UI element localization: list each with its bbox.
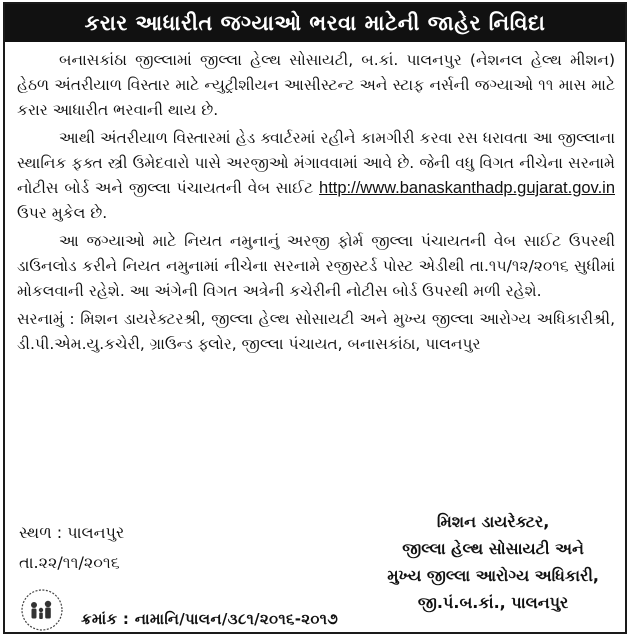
place-date-block [19, 518, 124, 578]
date-label: તા.૨૨/૧૧/૨૦૧૬ [19, 553, 120, 572]
paragraph-application-text: આ જગ્યાઓ માટે નિયત નમુનાનું અરજી ફોર્મ જીલ્લા પંચાયતની વેબ સાઈટ ઉપરથી ડાઉનલોડ કરીને નિયત નમુનામાં નીચેના સરનામે રજીસ્ટર્ડ પોસ્ટ એડીથી તા.૧૫/૧૨/૨૦૧૬ સુધીમાં મોકલવાની રહેશે. આ અંગેની વિગત અત્રેની કચેરીની નોટીસ બોર્ડ ઉપરથી મળી રહેશે. [17, 232, 615, 300]
notice-footer [5, 502, 625, 634]
notice-title: કરાર આધારીત જગ્યાઓ ભરવા માટેની જાહેર નિવિદા [5, 4, 625, 42]
signature-line: જી.પં.બ.કાં., પાલનપુર [417, 593, 569, 612]
signature-block [387, 508, 599, 616]
paragraph-eligibility-tail: ઉપર મુકેલ છે. [17, 204, 108, 222]
signature-line: મિશન ડાયરેક્ટર, [436, 512, 550, 531]
address-block [17, 307, 615, 357]
paragraph-intro-text: બનાસકાંઠા જીલ્લામાં જીલ્લા હેલ્થ સોસાયટી, બ.કાં. પાલનપુર (નેશનલ હેલ્થ મીશન) હેઠળ અંતરીયાળ વિસ્તાર માટે ન્યુટ્રીશીયન આસીસ્ટન્ટ અને સ્ટાફ નર્સની જગ્યાઓ ૧૧ માસ માટે કરાર આધારીત ભરવાની થાય છે. [17, 51, 615, 119]
paragraph-eligibility-text: આથી અંતરીયાળ વિસ્તારમાં હેડ ક્વાર્ટરમાં રહીને કામગીરી કરવા રસ ધરાવતા આ જીલ્લાના સ્થાનિક ફક્ત સ્ત્રી ઉમેદવારો પાસે અરજીઓ મંગાવવામાં આવે છે. જેની વધુ વિગત નીચેના સરનામે નોટીસ બોર્ડ અને જીલ્લા પંચાયતની વેબ સાઈટ [17, 129, 615, 197]
website-link[interactable]: http://www.banaskanthadp.gujarat.gov.in [319, 179, 615, 197]
paragraph-intro [17, 48, 615, 123]
reference-number: ક્રમાંક : નામાનિ/પાલન/૩૮૧/૨૦૧૬-૨૦૧૭ [81, 610, 339, 628]
address-text: સરનામું : મિશન ડાયરેક્ટરશ્રી, જીલ્લા હેલ્થ સોસાયટી અને મુખ્ય જીલ્લા આરોગ્ય અધિકારીશ્રી, ડી.પી.એમ.યુ.કચેરી, ગ્રાઉન્ડ ફ્લોર, જીલ્લા પંચાયત, બનાસકાંઠા, પાલનપુર [17, 310, 615, 353]
signature-line: મુખ્ય જીલ્લા આરોગ્ય અધિકારી, [387, 566, 599, 585]
place-label: સ્થળ : પાલનપુર [19, 523, 125, 542]
notice-body [5, 42, 625, 357]
tender-notice [3, 2, 627, 634]
paragraph-application [17, 229, 615, 304]
signature-line: જીલ્લા હેલ્થ સોસાયટી અને [402, 539, 584, 558]
paragraph-eligibility [17, 126, 615, 226]
national-health-mission-logo-icon [19, 588, 65, 632]
